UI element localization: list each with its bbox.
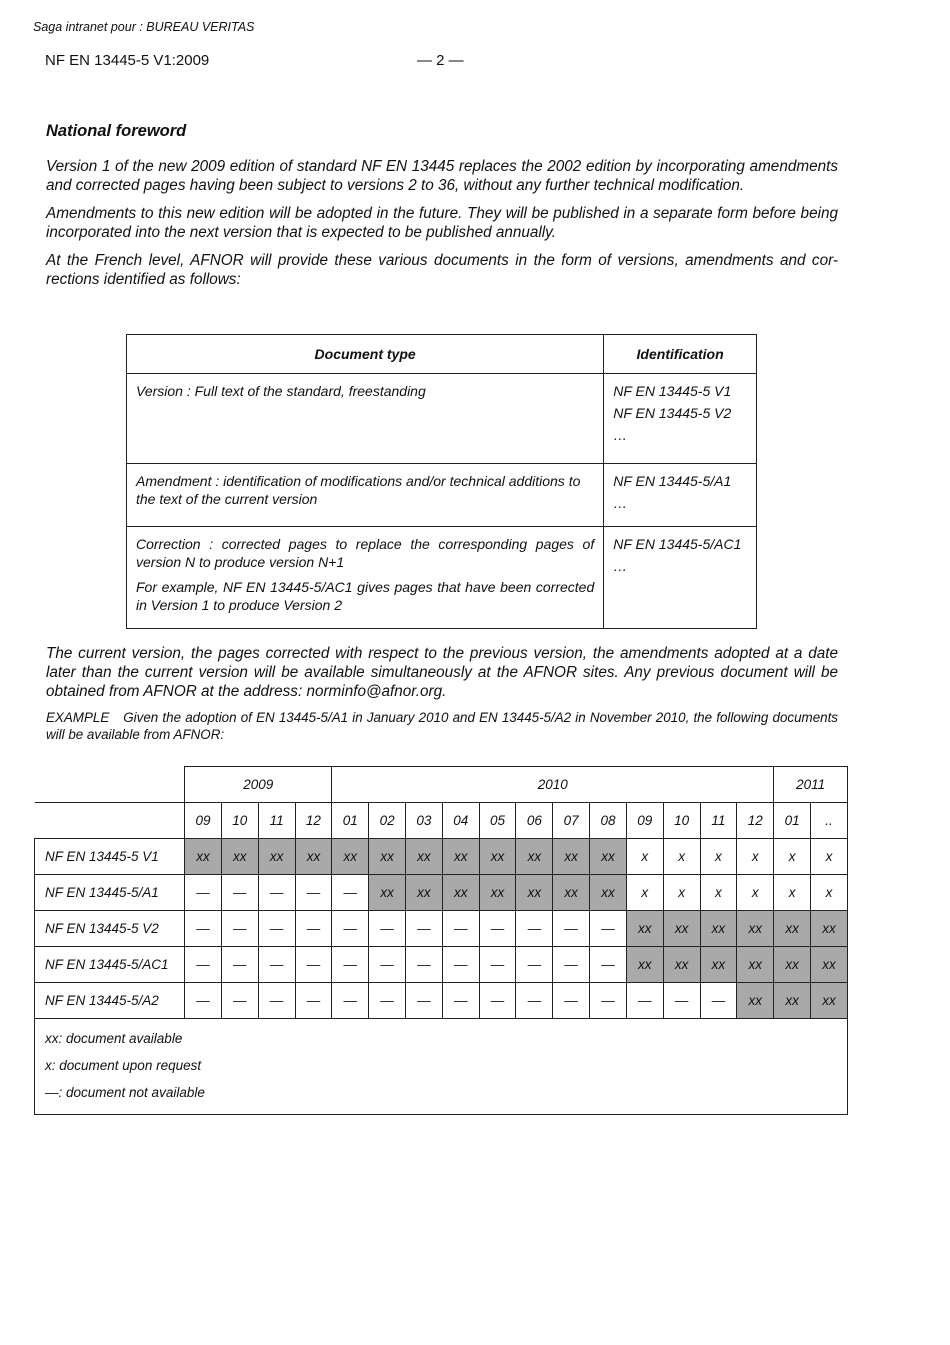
available-cell: xx [811,911,848,947]
available-cell: xx [663,947,700,983]
available-cell: xx [737,983,774,1019]
not-available-cell: — [185,983,222,1019]
on-request-cell: x [811,875,848,911]
on-request-cell: x [774,875,811,911]
paragraph: Version 1 of the new 2009 edition of standard NF EN 13445 replaces the 2002 edition by incorporating amendments and corrected pages having been subject to versions 2 to 36, without any further technical modification. [46,158,838,194]
year-header: 2009 [185,767,332,803]
not-available-cell: — [258,983,295,1019]
not-available-cell: — [406,983,443,1019]
example-label: EXAMPLE [46,710,110,725]
identification-text: NF EN 13445-5/A1 [613,473,732,489]
available-cell: xx [700,911,737,947]
month-header: 09 [626,803,663,839]
section-title: National foreword [46,122,187,140]
month-header: 02 [369,803,406,839]
not-available-cell: — [185,875,222,911]
available-cell: xx [442,839,479,875]
not-available-cell: — [295,983,332,1019]
available-cell: xx [442,875,479,911]
month-header: 06 [516,803,553,839]
not-available-cell: — [332,875,369,911]
identification-text: NF EN 13445-5 V1 [613,383,732,399]
table-row [127,374,757,464]
available-cell: xx [221,839,258,875]
month-header: 01 [774,803,811,839]
on-request-cell: x [737,839,774,875]
document-label: NF EN 13445-5/AC1 [35,947,185,983]
available-cell: xx [295,839,332,875]
available-cell: xx [774,911,811,947]
legend-item: x: document upon request [45,1058,202,1073]
not-available-cell: — [590,947,627,983]
on-request-cell: x [737,875,774,911]
document-type-text: Amendment : identification of modifications and/or technical additions to the text of the current version [136,473,581,507]
identification-text: … [613,558,628,574]
not-available-cell: — [258,947,295,983]
watermark-text: Saga intranet pour : BUREAU VERITAS [33,20,255,34]
not-available-cell: — [332,947,369,983]
not-available-cell: — [258,875,295,911]
not-available-cell: — [663,983,700,1019]
identification-cell [604,464,757,527]
available-cell: xx [774,947,811,983]
available-cell: xx [626,911,663,947]
identification-text: NF EN 13445-5/AC1 [613,536,742,552]
available-cell: xx [516,875,553,911]
not-available-cell: — [258,911,295,947]
not-available-cell: — [553,983,590,1019]
identification-text: NF EN 13445-5 V2 [613,405,732,421]
month-header: 11 [258,803,295,839]
not-available-cell: — [221,947,258,983]
table-row [127,464,757,527]
not-available-cell: — [369,911,406,947]
available-cell: xx [553,875,590,911]
availability-table [34,766,848,1115]
column-header: Document type [127,335,604,374]
identification-cell [604,374,757,464]
document-type-text: Version : Full text of the standard, freestanding [136,383,426,399]
available-cell: xx [811,947,848,983]
year-header: 2011 [774,767,848,803]
month-header: 07 [553,803,590,839]
not-available-cell: — [295,947,332,983]
not-available-cell: — [332,983,369,1019]
available-cell: xx [185,839,222,875]
not-available-cell: — [700,983,737,1019]
not-available-cell: — [221,911,258,947]
document-label: NF EN 13445-5 V1 [35,839,185,875]
identification-cell [604,527,757,629]
not-available-cell: — [516,947,553,983]
available-cell: xx [258,839,295,875]
not-available-cell: — [332,911,369,947]
available-cell: xx [590,875,627,911]
not-available-cell: — [553,947,590,983]
document-type-text: Correction : corrected pages to replace the corresponding pages of version N to produce version N+1 [136,536,595,570]
available-cell: xx [332,839,369,875]
month-header: 12 [737,803,774,839]
on-request-cell: x [663,839,700,875]
paragraph: Amendments to this new edition will be adopted in the future. They will be published in a separate form before being incorporated into the next version that is expected to be published annually. [46,205,838,241]
table-row [127,527,757,629]
example-note [46,709,838,743]
not-available-cell: — [221,875,258,911]
month-header: 03 [406,803,443,839]
month-header: 05 [479,803,516,839]
on-request-cell: x [811,839,848,875]
month-header: 09 [185,803,222,839]
availability-section [46,644,838,743]
not-available-cell: — [516,983,553,1019]
not-available-cell: — [479,911,516,947]
document-label: NF EN 13445-5/A2 [35,983,185,1019]
available-cell: xx [700,947,737,983]
on-request-cell: x [700,839,737,875]
available-cell: xx [774,983,811,1019]
available-cell: xx [626,947,663,983]
month-header: .. [811,803,848,839]
not-available-cell: — [369,947,406,983]
not-available-cell: — [479,983,516,1019]
table-header-row [127,335,757,374]
paragraph: The current version, the pages corrected with respect to the previous version, the amendments adopted at a date later than the current version will be available simultaneously at the AFNOR sites. Any previous document will be obtained from AFNOR at the address: norminfo@afnor.org. [46,645,838,700]
available-cell: xx [406,875,443,911]
available-cell: xx [737,911,774,947]
not-available-cell: — [369,983,406,1019]
available-cell: xx [369,839,406,875]
paragraph: At the French level, AFNOR will provide these various documents in the form of versions, amendments and cor-rections identified as follows: [46,252,838,288]
legend [35,1019,848,1115]
foreword-section [46,122,838,298]
available-cell: xx [406,839,443,875]
not-available-cell: — [406,947,443,983]
month-header: 10 [221,803,258,839]
not-available-cell: — [626,983,663,1019]
on-request-cell: x [626,839,663,875]
available-cell: xx [516,839,553,875]
document-label: NF EN 13445-5 V2 [35,911,185,947]
available-cell: xx [590,839,627,875]
not-available-cell: — [185,947,222,983]
available-cell: xx [811,983,848,1019]
legend-item: —: document not available [45,1085,205,1100]
available-cell: xx [663,911,700,947]
month-header: 12 [295,803,332,839]
not-available-cell: — [185,911,222,947]
not-available-cell: — [295,911,332,947]
not-available-cell: — [590,911,627,947]
not-available-cell: — [295,875,332,911]
not-available-cell: — [553,911,590,947]
not-available-cell: — [442,983,479,1019]
empty-corner-cell [35,803,185,839]
year-header: 2010 [332,767,774,803]
not-available-cell: — [221,983,258,1019]
not-available-cell: — [406,911,443,947]
empty-corner-cell [35,767,185,803]
not-available-cell: — [442,947,479,983]
document-type-example-text: For example, NF EN 13445-5/AC1 gives pages that have been corrected in Version 1 to produce Version 2 [136,579,595,613]
document-reference: NF EN 13445-5 V1:2009 [45,52,210,69]
document-type-cell [127,374,604,464]
available-cell: xx [369,875,406,911]
year-header-row [35,767,848,803]
table-row [35,983,848,1019]
on-request-cell: x [663,875,700,911]
month-header: 11 [700,803,737,839]
available-cell: xx [737,947,774,983]
document-type-cell [127,464,604,527]
on-request-cell: x [774,839,811,875]
document-type-table [126,334,757,629]
document-type-cell [127,527,604,629]
identification-text: … [613,427,628,443]
available-cell: xx [479,839,516,875]
month-header-row [35,803,848,839]
not-available-cell: — [479,947,516,983]
month-header: 10 [663,803,700,839]
on-request-cell: x [626,875,663,911]
table-row [35,875,848,911]
not-available-cell: — [442,911,479,947]
table-row [35,839,848,875]
identification-text: … [613,495,628,511]
month-header: 01 [332,803,369,839]
page-number: — 2 — [417,52,464,69]
not-available-cell: — [516,911,553,947]
available-cell: xx [553,839,590,875]
month-header: 04 [442,803,479,839]
table-row [35,947,848,983]
on-request-cell: x [700,875,737,911]
not-available-cell: — [590,983,627,1019]
column-header: Identification [604,335,757,374]
document-label: NF EN 13445-5/A1 [35,875,185,911]
available-cell: xx [479,875,516,911]
example-text: Given the adoption of EN 13445-5/A1 in January 2010 and EN 13445-5/A2 in November 2010, the following documents will be available from AFNOR: [46,710,838,742]
legend-item: xx: document available [45,1031,183,1046]
month-header: 08 [590,803,627,839]
table-row [35,911,848,947]
legend-row [35,1019,848,1115]
